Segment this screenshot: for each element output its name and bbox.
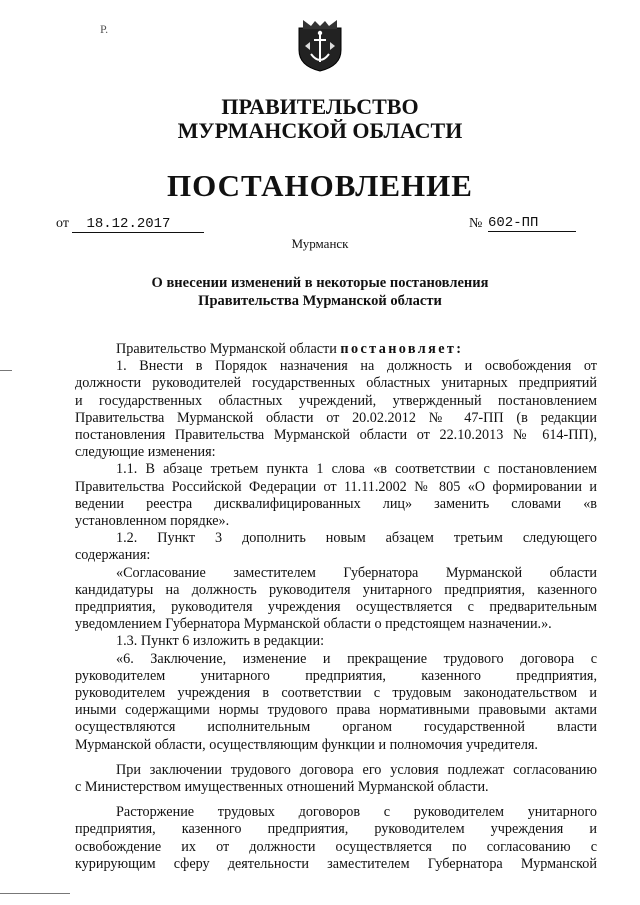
paragraph-line: постановления Правительства Мурманской области от 22.10.2013 № 614-ПП), [75, 427, 597, 444]
paragraph-line: Мурманской области, осуществляющим функции и полномочия учредителя. [75, 736, 538, 753]
paragraph-line: и государственных областных учреждений, утвержденный постановлением [75, 392, 597, 409]
document-title-line2: Правительства Мурманской области [198, 293, 442, 309]
paragraph-line: установленном порядке». [75, 513, 230, 530]
paragraph-line: иными содержащими нормы трудового права нормативными правовыми актами [75, 702, 597, 719]
paragraph-line: кандидатуры на должность руководителя унитарного предприятия, казенного [75, 581, 597, 598]
paragraph-line: с Министерством имущественных отношений Мурманской области. [75, 779, 489, 796]
paragraph-line: курирующим сферу деятельности заместителем Губернатора Мурманской [75, 855, 597, 872]
city: Мурманск [291, 236, 349, 251]
intro-paragraph [75, 341, 597, 358]
paragraph-line: осуществляются исполнительным органом государственной власти [75, 719, 597, 736]
paragraph-line: 1.2. Пункт 3 дополнить новым абзацем третьим следующего [116, 530, 597, 547]
paragraph-line: следующие изменения: [75, 444, 216, 461]
corner-mark: Р. [100, 22, 109, 36]
number-prefix: № [469, 216, 483, 231]
paragraph-line: предприятия, руководителя учреждения осуществляется с предварительным [75, 599, 597, 616]
paragraph-line: «Согласование заместителем Губернатора Мурманской области [116, 564, 597, 581]
document-number: 602-ПП [488, 216, 576, 232]
document-type: ПОСТАНОВЛЕНИЕ [167, 168, 473, 203]
date-prefix: от [56, 216, 69, 231]
paragraph-line: должности руководителей государственных областных унитарных предприятий [75, 375, 597, 392]
margin-mark [0, 893, 70, 894]
paragraph-line: предприятия, казенного предприятия, руководителем учреждения и [75, 821, 597, 838]
paragraph-line: руководителем учреждения в соответствии с трудовым законодательством и [75, 685, 597, 702]
paragraph-line: уведомлением Губернатора Мурманской области о предстоящем назначении.». [75, 616, 552, 633]
paragraph-line: руководителем унитарного предприятия, казенного предприятия, [75, 667, 597, 684]
paragraph-line: Правительства Российской Федерации от 11.11.2002 № 805 «О формировании и [75, 478, 597, 495]
intro-prefix: Правительство Мурманской области [116, 341, 337, 357]
document-date: 18.12.2017 [72, 217, 204, 233]
document-body [75, 341, 597, 873]
margin-mark [0, 370, 12, 371]
paragraph-line: содержания: [75, 547, 151, 564]
intro-verb: постановляет: [340, 341, 464, 357]
paragraph-line: освобождение их от должности осуществляется по согласованию с [75, 838, 597, 855]
organization-name-line2: МУРМАНСКОЙ ОБЛАСТИ [177, 118, 463, 143]
paragraph-line: Расторжение трудовых договоров с руководителем унитарного [116, 804, 597, 821]
organization-name-line1: ПРАВИТЕЛЬСТВО [221, 94, 419, 119]
paragraph-line: 1. Внести в Порядок назначения на должность и освобождения от [116, 358, 597, 375]
paragraph-line: При заключении трудового договора его условия подлежат согласованию [116, 761, 597, 778]
paragraph-line: 1.1. В абзаце третьем пункта 1 слова «в соответствии с постановлением [116, 461, 597, 478]
date-number-row [56, 216, 586, 236]
coat-of-arms-emblem [297, 20, 343, 72]
paragraph-line: «6. Заключение, изменение и прекращение трудового договора с [116, 650, 597, 667]
paragraph-line: 1.3. Пункт 6 изложить в редакции: [116, 633, 325, 650]
document-title-line1: О внесении изменений в некоторые постановления [151, 275, 489, 291]
paragraph-line: Правительства Мурманской области от 20.02.2012 № 47-ПП (в редакции [75, 409, 597, 426]
paragraph-line: ведении реестра дисквалифицированных лиц» заменить словами «в [75, 495, 597, 512]
